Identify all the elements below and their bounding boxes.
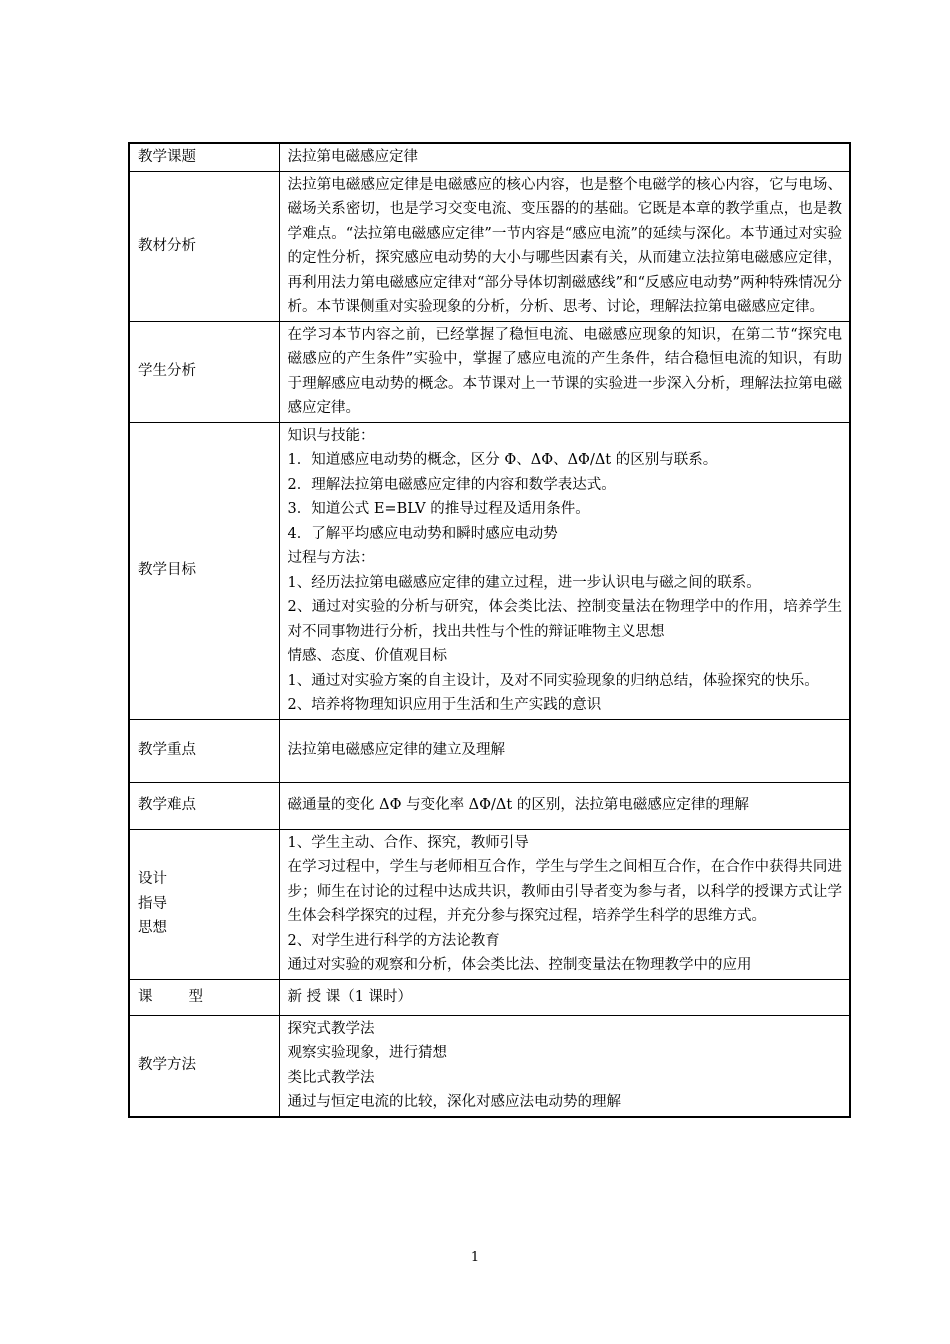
goals-line: 知识与技能： bbox=[287, 427, 375, 444]
topic-value: 法拉第电磁感应定律 bbox=[279, 143, 850, 171]
design-line: 1、学生主动、合作、探究，教师引导 bbox=[287, 834, 529, 851]
design-label-line: 指导 bbox=[138, 895, 167, 912]
lesson-type-value: 新 授 课（1 课时） bbox=[279, 979, 850, 1015]
students-text: 在学习本节内容之前，已经掌握了稳恒电流、电磁感应现象的知识，在第二节“探究电磁感应的产生条件”实验中，掌握了感应电流的产生条件，结合稳恒电流的知识，有助于理解感应电动势的概念。本节课对上一节课的实验进一步深入分析，理解法拉第电磁感应定律。 bbox=[287, 326, 842, 416]
lesson-type-label-a: 课 bbox=[138, 988, 153, 1005]
row-topic bbox=[129, 143, 850, 171]
goals-line: 过程与方法： bbox=[287, 550, 375, 566]
goals-line: 1．知道感应电动势的概念，区分 Φ、ΔΦ、ΔΦ/Δt 的区别与联系。 bbox=[287, 452, 718, 468]
methods-line: 类比式教学法 bbox=[287, 1069, 375, 1086]
row-goals bbox=[129, 422, 850, 719]
methods-line: 探究式教学法 bbox=[287, 1020, 375, 1037]
goals-line: 情感、态度、价值观目标 bbox=[287, 648, 447, 664]
design-line: 在学习过程中，学生与老师相互合作，学生与学生之间相互合作，在合作中获得共同进步；师生在讨论的过程中达成共识，教师由引导者变为参与者，以科学的授课方式让学生体会科学探究的过程，并充分参与探究过程，培养学生科学的思维方式。 bbox=[287, 859, 842, 924]
row-lesson-type bbox=[129, 979, 850, 1015]
lesson-type-label bbox=[129, 979, 279, 1015]
design-label-line: 思想 bbox=[138, 920, 167, 937]
row-material bbox=[129, 171, 850, 321]
row-methods bbox=[129, 1015, 850, 1117]
row-key-point bbox=[129, 719, 850, 782]
difficulty-value: 磁通量的变化 ΔΦ 与变化率 ΔΦ/Δt 的区别，法拉第电磁感应定律的理解 bbox=[279, 782, 850, 829]
students-label: 学生分析 bbox=[129, 321, 279, 422]
methods-label: 教学方法 bbox=[129, 1015, 279, 1117]
key-point-label: 教学重点 bbox=[129, 719, 279, 782]
design-label bbox=[129, 829, 279, 979]
design-line: 通过对实验的观察和分析，体会类比法、控制变量法在物理教学中的应用 bbox=[287, 957, 752, 973]
goals-line: 1、通过对实验方案的自主设计，及对不同实验现象的归纳总结，体验探究的快乐。 bbox=[287, 672, 819, 689]
row-design bbox=[129, 829, 850, 979]
lesson-plan-table bbox=[128, 142, 851, 1118]
row-difficulty bbox=[129, 782, 850, 829]
goals-line: 2、通过对实验的分析与研究，体会类比法、控制变量法在物理学中的作用，培养学生对不同事物进行分析，找出共性与个性的辩证唯物主义思想 bbox=[287, 599, 842, 640]
lesson-type-label-b: 型 bbox=[188, 988, 203, 1005]
goals-line: 1、经历法拉第电磁感应定律的建立过程，进一步认识电与磁之间的联系。 bbox=[287, 574, 761, 591]
methods-line: 观察实验现象，进行猜想 bbox=[287, 1045, 447, 1061]
material-text: 法拉第电磁感应定律是电磁感应的核心内容，也是整个电磁学的核心内容，它与电场、磁场关系密切，也是学习交变电流、变压器的的基础。它既是本章的教学重点，也是教学难点。“法拉第电磁感应定律”一节内容是“感应电流”的延续与深化。本节通过对实验的定性分析，探究感应电动势的大小与哪些因素有关，从而建立法拉第电磁感应定律，再利用法力第电磁感应定律对“部分导体切割磁感线”和“反感应电动势”两种特殊情况分析。本节课侧重对实验现象的分析，分析、思考、讨论，理解法拉第电磁感应定律。 bbox=[287, 176, 842, 315]
goals-line: 4．了解平均感应电动势和瞬时感应电动势 bbox=[287, 525, 558, 542]
goals-line: 3．知道公式 E=BLV 的推导过程及适用条件。 bbox=[287, 501, 590, 517]
key-point-value: 法拉第电磁感应定律的建立及理解 bbox=[279, 719, 850, 782]
design-line: 2、对学生进行科学的方法论教育 bbox=[287, 932, 500, 949]
goals-line: 2、培养将物理知识应用于生活和生产实践的意识 bbox=[287, 697, 602, 713]
design-label-line: 设计 bbox=[138, 871, 167, 888]
topic-label: 教学课题 bbox=[129, 143, 279, 171]
difficulty-label: 教学难点 bbox=[129, 782, 279, 829]
page-number: 1 bbox=[470, 1250, 480, 1265]
methods-line: 通过与恒定电流的比较，深化对感应法电动势的理解 bbox=[287, 1094, 621, 1110]
row-students bbox=[129, 321, 850, 422]
goals-label: 教学目标 bbox=[129, 422, 279, 719]
material-label: 教材分析 bbox=[129, 171, 279, 321]
goals-line: 2．理解法拉第电磁感应定律的内容和数学表达式。 bbox=[287, 476, 616, 493]
